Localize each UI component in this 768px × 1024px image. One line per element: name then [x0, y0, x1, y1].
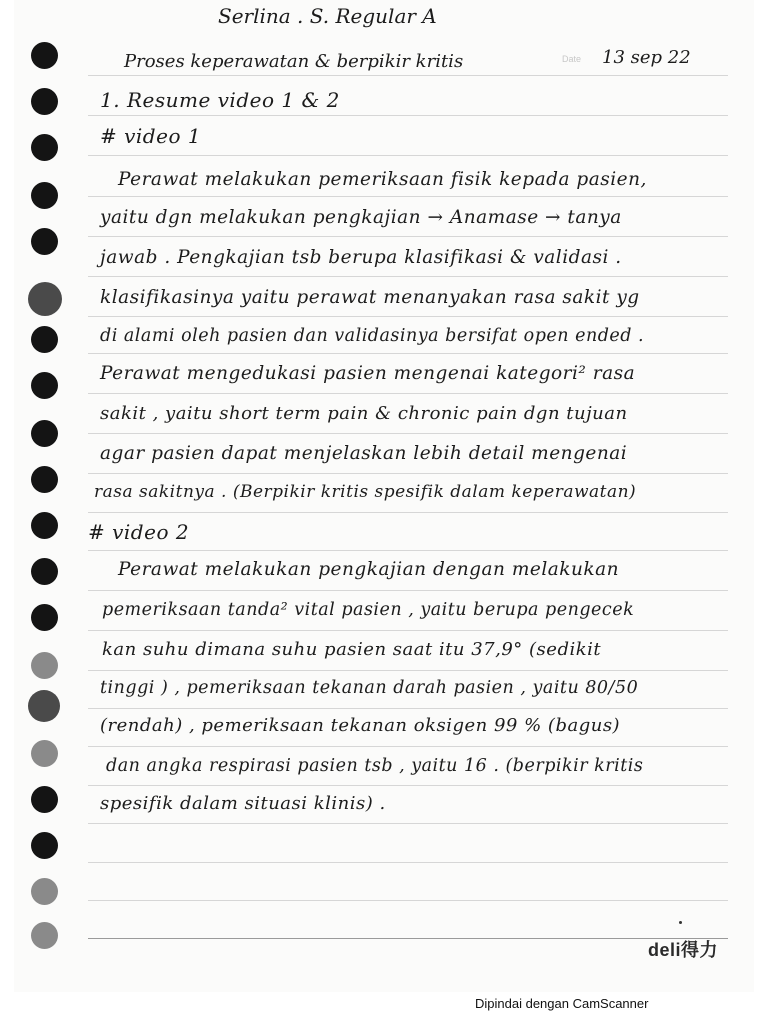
ruled-line [88, 512, 728, 513]
video1-line: jawab . Pengkajian tsb berupa klasifikasi & validasi . [100, 247, 622, 268]
page-title: Proses keperawatan & berpikir kritis [124, 51, 464, 72]
ruled-line [88, 316, 728, 317]
ruled-line [88, 708, 728, 709]
ruled-line [88, 785, 728, 786]
ruled-line [88, 353, 728, 354]
video2-line: pemeriksaan tanda² vital pasien , yaitu berupa pengecek [102, 600, 635, 620]
ruled-line [88, 823, 728, 824]
video1-line: rasa sakitnya . (Berpikir kritis spesifik dalam keperawatan) [94, 482, 637, 502]
ruled-line [88, 236, 728, 237]
video2-line: spesifik dalam situasi klinis) . [100, 793, 386, 814]
student-name: Serlina . S. Regular A [218, 4, 437, 28]
ruled-line [88, 746, 728, 747]
bottom-rule [88, 938, 728, 939]
binding-hole [28, 690, 60, 722]
video1-line: yaitu dgn melakukan pengkajian → Anamase → tanya [100, 207, 622, 228]
section-heading: 1. Resume video 1 & 2 [100, 88, 340, 112]
binding-hole [31, 326, 58, 353]
ruled-line [88, 590, 728, 591]
video1-line: klasifikasinya yaitu perawat menanyakan rasa sakit yg [100, 287, 640, 308]
binding-hole [31, 786, 58, 813]
binding-hole [31, 652, 58, 679]
binding-hole [31, 88, 58, 115]
binding-hole [31, 134, 58, 161]
binding-hole [31, 512, 58, 539]
ruled-line [88, 670, 728, 671]
ruled-line [88, 862, 728, 863]
binding-hole [31, 228, 58, 255]
ruled-line [88, 433, 728, 434]
binding-hole [31, 372, 58, 399]
date: 13 sep 22 [602, 47, 691, 68]
video2-line: dan angka respirasi pasien tsb , yaitu 16 . (berpikir kritis [106, 756, 644, 776]
ruled-line [88, 473, 728, 474]
ruled-line [88, 155, 728, 156]
binding-hole [31, 466, 58, 493]
video1-line: agar pasien dapat menjelaskan lebih detail mengenai [100, 443, 628, 464]
ruled-line [88, 115, 728, 116]
ruled-line [88, 393, 728, 394]
video1-line: Perawat melakukan pemeriksaan fisik kepada pasien, [118, 169, 647, 190]
video2-line: (rendah) , pemeriksaan tekanan oksigen 99 % (bagus) [100, 715, 621, 736]
video2-line: tinggi ) , pemeriksaan tekanan darah pasien , yaitu 80/50 [100, 678, 639, 698]
ruled-line [88, 75, 728, 76]
ruled-line [88, 276, 728, 277]
video1-line: di alami oleh pasien dan validasinya bersifat open ended . [100, 326, 645, 346]
video2-title: # video 2 [88, 520, 190, 544]
binding-hole [31, 740, 58, 767]
binding-hole [31, 878, 58, 905]
brand-logo: deli得力 [648, 940, 719, 960]
ruled-line [88, 900, 728, 901]
pen-dot [679, 921, 682, 924]
binding-hole [31, 42, 58, 69]
video1-line: sakit , yaitu short term pain & chronic pain dgn tujuan [100, 403, 628, 424]
video2-line: Perawat melakukan pengkajian dengan melakukan [118, 559, 620, 580]
binding-hole [31, 420, 58, 447]
video2-line: kan suhu dimana suhu pasien saat itu 37,9° (sedikit [102, 639, 602, 660]
binding-hole [31, 922, 58, 949]
ruled-line [88, 196, 728, 197]
video1-title: # video 1 [100, 124, 202, 148]
video1-line: Perawat mengedukasi pasien mengenai kategori² rasa [100, 363, 636, 384]
ruled-line [88, 630, 728, 631]
scanner-watermark: Dipindai dengan CamScanner [475, 996, 649, 1011]
binding-hole [31, 604, 58, 631]
binding-hole [28, 282, 62, 316]
binding-hole [31, 832, 58, 859]
date-label: Date [562, 54, 582, 64]
ruled-line [88, 550, 728, 551]
binding-hole [31, 558, 58, 585]
binding-hole [31, 182, 58, 209]
